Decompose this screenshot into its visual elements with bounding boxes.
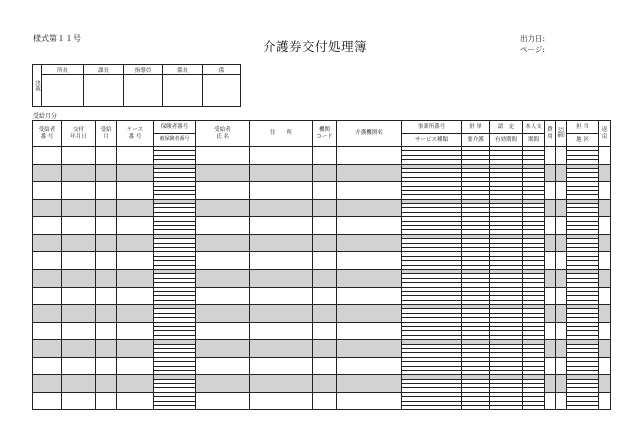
table-cell[interactable] [33,375,62,393]
approval-stamp-box [203,75,241,107]
table-cell[interactable] [96,392,117,410]
table-cell[interactable] [196,287,250,305]
table-cell[interactable] [62,182,96,200]
table-cell[interactable] [33,269,62,287]
approval-role-subsection-chief: 係長 [163,65,203,75]
table-cell[interactable] [117,305,154,323]
table-cell[interactable] [117,164,154,182]
table-cell[interactable] [33,182,62,200]
table-cell[interactable] [545,340,556,358]
table-cell[interactable] [313,357,337,375]
col-recipient-number: 受給者 番 号 [33,121,62,147]
table-cell[interactable] [62,234,96,252]
table-cell[interactable] [599,147,611,165]
table-cell[interactable] [313,392,337,410]
table-cell[interactable] [313,375,337,393]
table-cell[interactable] [62,392,96,410]
table-cell[interactable] [313,199,337,217]
table-cell[interactable] [196,357,250,375]
table-cell[interactable] [62,305,96,323]
table-cell[interactable] [545,164,556,182]
table-cell[interactable] [117,234,154,252]
table-cell[interactable] [599,199,611,217]
table-cell[interactable] [62,322,96,340]
table-cell[interactable] [117,199,154,217]
table-cell[interactable] [33,322,62,340]
table-cell[interactable] [337,357,402,375]
table-cell[interactable] [545,357,556,375]
table-cell[interactable] [599,287,611,305]
table-cell[interactable] [556,217,567,235]
table-cell[interactable] [556,147,567,165]
table-cell[interactable] [545,252,556,270]
table-cell[interactable] [545,182,556,200]
table-cell[interactable] [62,340,96,358]
table-cell[interactable] [250,252,313,270]
table-cell[interactable] [62,287,96,305]
form-number: 様式第１１号 [33,34,81,43]
table-cell[interactable] [556,164,567,182]
table-cell[interactable] [337,199,402,217]
table-cell[interactable] [62,269,96,287]
approval-stamp-box [84,75,124,107]
col-service-type: サービス種類 [402,134,462,147]
table-cell[interactable] [599,252,611,270]
table-cell[interactable] [196,252,250,270]
table-cell[interactable] [33,217,62,235]
table-cell[interactable] [196,305,250,323]
col-returned: 返 戻 [599,121,611,147]
col-address: 住 所 [250,121,313,147]
table-cell[interactable] [599,164,611,182]
page-number-label: ページ: [520,45,545,54]
table-cell[interactable] [250,199,313,217]
approval-role-director: 所長 [42,65,84,75]
table-cell[interactable] [196,182,250,200]
table-cell[interactable] [313,287,337,305]
table-cell[interactable] [96,322,117,340]
table-cell[interactable] [313,234,337,252]
table-cell[interactable] [117,322,154,340]
col-office-number: 事業所番号 [402,121,462,134]
table-cell[interactable] [523,406,545,410]
table-cell[interactable] [33,287,62,305]
table-cell[interactable] [62,164,96,182]
table-cell[interactable] [250,217,313,235]
table-cell[interactable] [250,357,313,375]
table-cell[interactable] [337,252,402,270]
col-case-number: ケース 番 号 [117,121,154,147]
table-cell[interactable] [313,147,337,165]
table-cell[interactable] [250,147,313,165]
table-cell[interactable] [96,199,117,217]
table-cell[interactable] [556,252,567,270]
table-cell[interactable] [96,164,117,182]
table-cell[interactable] [96,357,117,375]
table-cell[interactable] [196,340,250,358]
table-cell[interactable] [96,182,117,200]
table-cell[interactable] [337,147,402,165]
table-cell[interactable] [250,322,313,340]
table-cell[interactable] [545,322,556,340]
table-cell[interactable] [545,269,556,287]
table-cell[interactable] [337,305,402,323]
table-cell[interactable] [33,305,62,323]
table-cell[interactable] [545,392,556,410]
table-cell[interactable] [313,322,337,340]
table-cell[interactable] [599,234,611,252]
col-care-level: 要介護 [462,134,490,147]
table-cell[interactable] [599,392,611,410]
table-cell[interactable] [313,269,337,287]
table-cell[interactable] [337,322,402,340]
table-cell[interactable] [196,234,250,252]
table-cell[interactable] [117,357,154,375]
table-cell[interactable] [33,164,62,182]
table-cell[interactable] [556,287,567,305]
col-recipient-name: 受給者 氏 名 [196,121,250,147]
table-cell[interactable] [337,392,402,410]
table-cell[interactable] [337,269,402,287]
col-insurer-number: 保険者番号 [154,121,196,134]
table-cell[interactable] [62,147,96,165]
table-cell[interactable] [599,322,611,340]
table-cell[interactable] [96,305,117,323]
table-cell[interactable] [96,375,117,393]
approval-row-label: 決裁 [33,65,42,107]
table-cell[interactable] [250,375,313,393]
table-cell[interactable] [117,217,154,235]
table-cell[interactable] [556,182,567,200]
table-cell[interactable] [545,287,556,305]
col-cost: 費 用 [545,121,556,147]
table-cell[interactable] [196,199,250,217]
table-cell[interactable] [313,340,337,358]
table-cell[interactable] [117,340,154,358]
table-cell[interactable] [556,269,567,287]
table-cell[interactable] [96,147,117,165]
table-cell[interactable] [117,375,154,393]
table-cell[interactable] [33,147,62,165]
table-cell[interactable] [117,182,154,200]
table-cell[interactable] [490,406,523,410]
table-cell[interactable] [250,269,313,287]
section-label: 受給月分 [33,113,58,120]
approval-role-instructor: 指導員 [124,65,163,75]
table-cell[interactable] [196,392,250,410]
table-cell[interactable] [337,375,402,393]
table-cell[interactable] [337,164,402,182]
header-row [33,121,611,134]
table-cell[interactable] [337,287,402,305]
table-cell[interactable] [33,340,62,358]
table-cell[interactable] [337,182,402,200]
table-cell[interactable] [313,182,337,200]
table-cell[interactable] [154,406,196,410]
table-cell[interactable] [556,199,567,217]
table-cell[interactable] [117,147,154,165]
approval-stamp-box [124,75,163,107]
table-cell[interactable] [250,234,313,252]
table-cell[interactable] [337,340,402,358]
approval-role-section-chief: 課長 [84,65,124,75]
table-cell[interactable] [250,340,313,358]
table-cell[interactable] [33,252,62,270]
table-cell[interactable] [567,406,599,410]
table-cell[interactable] [62,357,96,375]
table-cell[interactable] [462,406,490,410]
approval-role-staff: 係 [203,65,241,75]
table-cell[interactable] [556,375,567,393]
table-cell[interactable] [62,252,96,270]
table-cell[interactable] [33,392,62,410]
col-certification: 認 定 [490,121,523,134]
table-cell[interactable] [313,252,337,270]
output-date-label: 出力日: [520,34,546,43]
table-cell[interactable] [117,287,154,305]
table-cell[interactable] [96,234,117,252]
col-period: 期間 [523,134,545,147]
col-copay: 併 単 [462,121,490,134]
table-cell[interactable] [96,340,117,358]
table-cell[interactable] [337,234,402,252]
table-cell[interactable] [545,234,556,252]
approval-table [32,64,241,107]
table-cell[interactable] [545,199,556,217]
table-cell[interactable] [599,340,611,358]
table-cell[interactable] [337,217,402,235]
table-cell[interactable] [250,305,313,323]
table-cell[interactable] [556,305,567,323]
table-cell[interactable] [599,305,611,323]
table-cell[interactable] [196,147,250,165]
approval-stamp-box [42,75,84,107]
table-cell[interactable] [96,269,117,287]
table-cell[interactable] [599,182,611,200]
table-cell[interactable] [250,164,313,182]
table-cell[interactable] [313,164,337,182]
ledger-table [32,120,611,410]
page-title: 介護券交付処理簿 [262,39,367,54]
table-cell[interactable] [599,357,611,375]
table-cell[interactable] [599,217,611,235]
col-institution-name: 介護機関名 [337,121,402,147]
col-charge: 担 当 [567,121,599,134]
table-cell[interactable] [545,305,556,323]
table-cell[interactable] [33,199,62,217]
table-cell[interactable] [250,287,313,305]
approval-stamp-box [163,75,203,107]
table-cell[interactable] [599,269,611,287]
col-self-pay: 本人支 [523,121,545,134]
col-district: 地 区 [567,134,599,147]
table-cell[interactable] [96,252,117,270]
table-cell[interactable] [250,182,313,200]
table-cell[interactable] [402,406,462,410]
table-cell[interactable] [250,392,313,410]
table-cell[interactable] [545,217,556,235]
table-cell[interactable] [196,164,250,182]
table-cell[interactable] [313,305,337,323]
table-cell[interactable] [96,287,117,305]
table-cell[interactable] [117,252,154,270]
col-insured-number: 被保険者番号 [154,134,196,147]
table-cell[interactable] [62,199,96,217]
table-cell[interactable] [33,234,62,252]
table-cell[interactable] [556,357,567,375]
col-validity-period: 有効期間 [490,134,523,147]
table-cell[interactable] [556,340,567,358]
table-cell[interactable] [196,322,250,340]
col-issue-date: 交付 年月日 [62,121,96,147]
table-cell[interactable] [196,269,250,287]
table-cell[interactable] [33,357,62,375]
table-cell[interactable] [545,147,556,165]
table-cell[interactable] [556,322,567,340]
table-cell[interactable] [117,392,154,410]
table-cell[interactable] [62,217,96,235]
table-cell[interactable] [96,217,117,235]
table-cell[interactable] [545,375,556,393]
col-issuer-stamp: 交付 者印押印 [556,121,567,147]
table-cell[interactable] [62,375,96,393]
table-cell[interactable] [196,217,250,235]
table-cell[interactable] [196,375,250,393]
col-institution-code: 機関 コード [313,121,337,147]
table-cell[interactable] [599,375,611,393]
col-receiving-month: 受給 月 [96,121,117,147]
table-cell[interactable] [117,269,154,287]
table-cell[interactable] [556,392,567,410]
table-cell[interactable] [313,217,337,235]
table-cell[interactable] [556,234,567,252]
